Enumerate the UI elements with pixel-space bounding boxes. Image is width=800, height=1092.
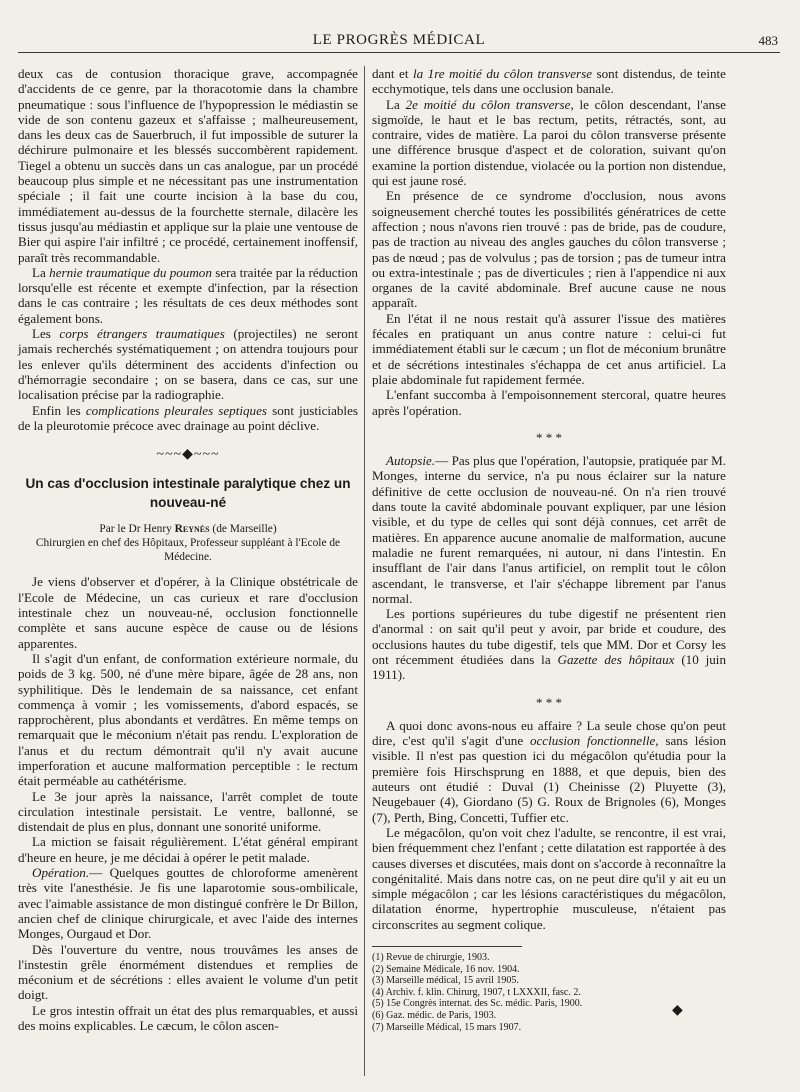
text-run: , le côlon descendant, l'anse sigmoïde, le haut et le bas rectum, petits, rétractés, sont, au contraire, vides de matière. La paroi du côlon transverse présente une différence brusque d'aspect et de coloration, suivant qu'on examine la portion distendue, violacée ou la portion non distendue, qui est jaune rosé. [372,96,726,189]
footnotes [372,952,726,1033]
paragraph [18,326,358,402]
paragraph: La miction se faisait régulièrement. L'état général empirant d'heure en heure, je me décidai à opérer le petit malade. [18,834,358,865]
author-byline [18,522,358,536]
paragraph: deux cas de contusion thoracique grave, accompagnée d'accidents de ce genre, par la thoracotomie dans la chambre pneumatique : sous l'influence de l'hypopression le médiastin se vide de son contenu gazeux et s'affaisse ; malheureusement, dans les deux cas de Sauerbruch, il fut impossible de suturer la déchirure pulmonaire et les blessés succombèrent rapidement. Tiegel a obtenu un succès dans un cas analogue, par un procédé beaucoup plus simple et ne nécessitant pas une instrumentation spéciale ; il fait une courte incision à la base du cou, immédiatement au-dessus de la fourchette sternale, dilacère les tissus jusqu'au médiastin et applique sur la plaie une ventouse de Bier qui aspire l'air infiltré ; ce procédé, certainement inoffensif, paraît très recommandable. [18,66,358,265]
text-run: sera traitée par la réduction lorsqu'elle est récente et exempte d'infection, par la résection dans le cas contraire ; les résultats de ces deux méthodes sont également bons. [18,264,358,326]
paragraph: Le 3e jour après la naissance, l'arrêt complet de toute circulation intestinale persistait. Le ventre, ballonné, se distendait de plus en plus, donnant une sonorité uniforme. [18,788,358,835]
italic-text: Autopsie. [386,453,436,469]
italic-text: occlusion fonctionnelle [529,733,656,749]
footnote: (6) Gaz. médic. de Paris, 1903. [372,1010,497,1021]
journal-title: LE PROGRÈS MÉDICAL [312,32,486,48]
author-name: Reynès [174,523,210,536]
paragraph: Je viens d'observer et d'opérer, à la Clinique obstétricale de l'Ecole de Médecine, un cas curieux et rare d'occlusion intestinale chez un nouveau-né, occlusion fonctionnelle complète et sans aucune espèce de cause ou de lésions apparentes. [18,574,358,651]
paragraph: Le gros intestin offrait un état des plus remarquables, et aussi des moins explicables. Le cæcum, le côlon ascen- [18,1002,358,1034]
paragraph: Dès l'ouverture du ventre, nous trouvâmes les anses de l'instestin grêle énormément distendues et remplies de méconium et de sécrétions : elles avaient le volume d'un petit doigt. [18,941,358,1003]
paragraph [372,97,726,189]
paragraph: L'enfant succomba à l'empoisonnement stercoral, quatre heures après l'opération. [372,387,726,418]
article-title: Un cas d'occlusion intestinale paralytique chez un nouveau-né [25,476,351,511]
paragraph: En l'état il ne nous restait qu'à assurer l'issue des matières fécales en pratiquant un anus contre nature : celui-ci fut immédiatement établi sur le cæcum ; un flot de méconium brunâtre et de sécrétions intestinales s'échappa de cet anus artificiel. La plaie abdominale fut rapidement fermée. [372,310,726,387]
paragraph [372,453,726,606]
text-run: (10 juin 1911). [372,651,726,683]
paragraph [18,265,358,326]
end-ornament-icon: ◆ [672,1002,683,1018]
text-run: sont justiciables de la pleurotomie précoce avec drainage au point déclive. [18,402,358,433]
paragraph: En présence de ce syndrome d'occlusion, nous avons soigneusement cherché toutes les possibilités génératrices de cette affection ; nous n'avons rien trouvé : pas de bride, pas de coudure, pas de traction au niveau des angles gauches du côlon transverse ; pas de nœud ; pas de volvulus ; pas de torsion ; pas de tumeur intra ou extra-intestinale ; pas de diverticules ; rien à l'appendice ni aux organes de la cavité abdominale. Bref aucune cause ne nous apparaît. [372,188,726,311]
paragraph [18,865,358,941]
footnote: (2) Semaine Médicale, 16 nov. 1904. [372,963,520,975]
text-run: dant et [372,66,413,81]
italic-text: complications pleurales septiques [85,402,268,418]
section-asterism: * * * [536,429,562,445]
paragraph [372,606,726,682]
text-run: — Quelques gouttes de chloroforme amenèrent très vite l'anesthésie. Je fis une laparotomie sous-ombilicale, avec l'aimable assistance de mon distingué confrère le Dr Billon, ancien chef de clinique chirurgicale, et avec l'aide des internes Monges, Ourgaud et Dor. [18,865,358,942]
italic-text: Opération. [32,865,90,881]
footnote: (7) Marseille Médical, 15 mars 1907. [372,1021,522,1033]
text-run: A quoi donc avons-nous eu affaire ? La seule chose qu'on peut dire, c'est qu'il s'agit d'une [372,717,726,749]
italic-text: hernie traumatique du poumon [49,264,212,280]
section-flourish: ~~~◆~~~ [156,447,220,463]
text-run: Les [32,326,60,342]
footnote-rule [372,946,522,947]
paragraph [18,403,358,434]
paragraph: Le mégacôlon, qu'on voit chez l'adulte, se rencontre, il est vrai, bien fréquemment chez l'enfant ; cette dilatation est rapportée à des causes diverses et discutées, mais dont on s'accorde à reconnaître la congénitalité. Mais dans notre cas, on ne peut dire qu'il y ait eu un simple mégacôlon ; car les lésions caractéristiques du mégacôlon, dilatation énorme, hypertrophie musculeuse, n'étaient pas circonscrites au segment colique. [372,824,726,932]
italic-text: corps étrangers traumatiques [59,326,225,342]
italic-text: 2e moitié du côlon transverse [405,96,571,112]
section-asterism: * * * [536,694,562,710]
text-run: (projectiles) ne seront jamais recherchés systématiquement ; on attendra toujours pour les enlever qu'ils déterminent des accidents d'infection ou d'hémorragie secondaire ; on se basera, dans ce cas, sur une localisation précise par la radiographie. [18,326,358,403]
text-run: Enfin les [32,402,86,418]
right-column [372,66,726,1076]
paragraph [372,66,726,97]
left-column [18,66,358,1076]
text-run: (de Marseille) [209,523,277,536]
author-affiliation: Chirurgien en chef des Hôpitaux, Professeur suppléant à l'Ecole de Médecine. [35,537,341,563]
running-header [18,30,780,53]
footnote: (5) 15e Congrès internat. des Sc. médic. Paris, 1900. [372,998,583,1010]
italic-text: la 1re moitié du côlon transverse [412,66,593,81]
page-number: 483 [758,33,778,48]
footnote: (4) Archiv. f. klin. Chirurg, 1907, t LXXXII, fasc. 2. [372,986,581,998]
text-run: La [32,264,50,280]
text-run: Les portions supérieures du tube digestif ne présentent rien d'anormal : on sait qu'il peut y avoir, par bride et coudure, des occlusions hautes du tube digestif, tels que MM. Dor et Corsy les ont récemment étudiées dans la [372,606,726,667]
text-run: — Pas plus que l'opération, l'autopsie, pratiquée par M. Monges, interne du service, n'a pu nous éclairer sur la nature définitive de cette occlusion de nouveau-né. On n'a rien trouvé dans toute la cavité abdominale pouvant expliquer, par une lésion visible, et du type de celles qui sont déjà connues, cet arrêt de matières. En apparence aucune anomalie de malformation, aucune maladie ne furent remarquées, ni autour, ni dans l'intestin. En insufflant de l'air dans l'anus artificiel, on remplit tout le côlon ascendant, le transverse, et l'air s'échappe librement par l'anus normal. [372,453,726,606]
footnote: (1) Revue de chirurgie, 1903. [372,952,490,964]
footnote: (3) Marseille médical, 15 avril 1905. [372,975,519,987]
text-run: sont distendus, de teinte ecchymotique, tels dans une occlusion banale. [372,66,726,97]
text-run: , sans lésion visible. Il n'est pas question ici du mégacôlon qu'étudia pour la première fois Hirschsprung en 1888, et que depuis, bien des auteurs ont étudié : Duval (1) Cheinisse (2) Pluyette (3), Neugebauer (4), Giordano (5) G. Roux de Brignoles (6), Monges (7), Perth, Bing, Concetti, Tuffier etc. [372,733,726,825]
column-divider [364,66,365,1076]
text-run: La [386,96,406,112]
italic-text: Gazette des hôpitaux [557,651,675,667]
paragraph [372,718,726,825]
paragraph: Il s'agit d'un enfant, de conformation extérieure normale, du poids de 3 kg. 500, né d'une mère bipare, âgée de 28 ans, non syphilitique. Dès le lendemain de sa naissance, cet enfant commença à vomir ; les vomissements, d'abord espacés, se rapprochèrent, plus abondants et verdâtres. En même temps on remarquait que le méconium n'était pas rendu. L'exploration de l'anus et du rectum démontrait qu'il n'y avait aucune imperforation et aucune malformation perceptible : le rectum était perméable au cathétérisme. [18,650,358,789]
text-run: Par le Dr Henry [99,523,175,536]
